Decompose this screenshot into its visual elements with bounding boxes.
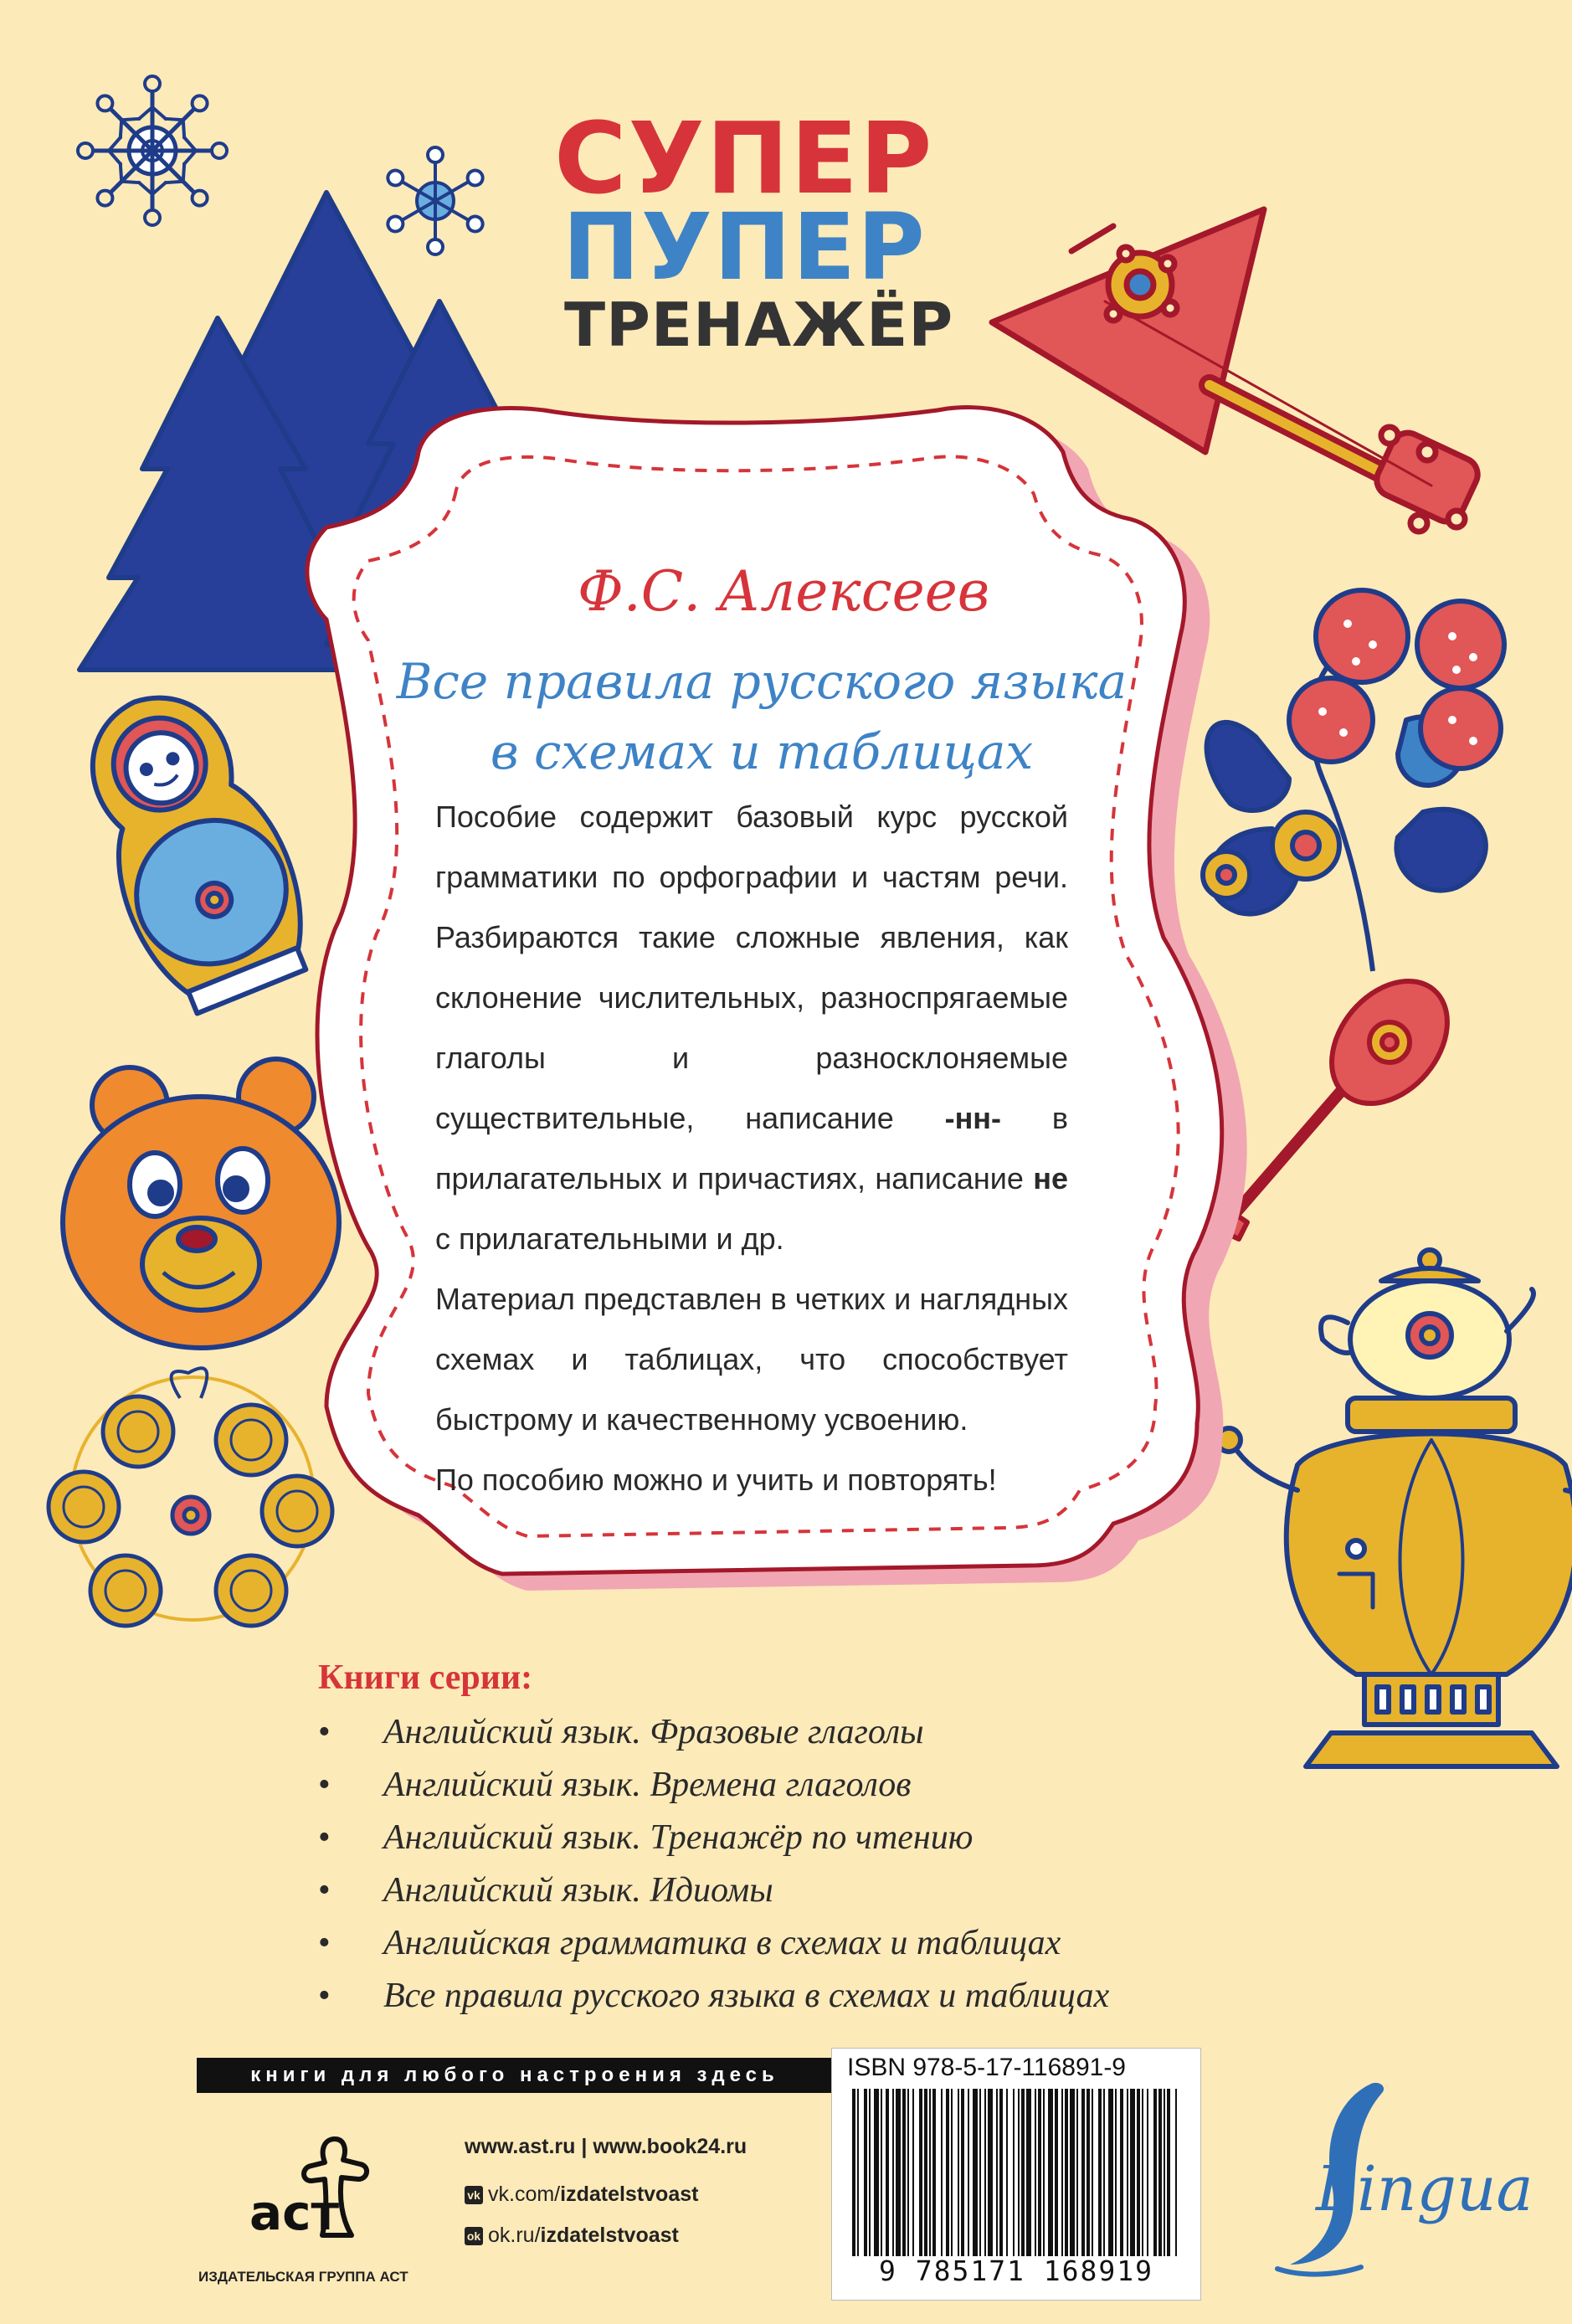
barcode-bar (929, 2089, 931, 2256)
barcode-bar (1108, 2089, 1113, 2256)
barcode-bar (961, 2089, 964, 2256)
description-paragraph-2: Материал представлен в четких и наглядных схемах и таблицах, что способствует быстрому и качественному усвоению. (435, 1282, 1068, 1437)
barcode-bar (1147, 2089, 1148, 2256)
vk-prefix: vk.com/ (488, 2183, 561, 2206)
description-paragraph-3: По пособию можно и учить и повторять! (435, 1463, 997, 1497)
description-text: в прилагательных и причастиях, написание (435, 1101, 1068, 1195)
ok-link[interactable] (465, 2224, 679, 2248)
barcode-bar (1120, 2089, 1123, 2256)
small-snowflake-icon (385, 147, 485, 255)
barcode-bar (919, 2089, 922, 2256)
book-title (377, 646, 1147, 787)
list-item: • Английская грамматика в схемах и таблицах (318, 1917, 1289, 1970)
barcode-bar (1081, 2089, 1085, 2256)
barcode-bar (951, 2089, 953, 2256)
barcode-bar (1035, 2089, 1036, 2256)
strawberry-branch-icon (1203, 590, 1504, 971)
series-books-list (318, 1706, 1289, 2023)
barcode-bar (869, 2089, 871, 2256)
barcode-bar (924, 2089, 927, 2256)
tagline-banner: книги для любого настроения здесь (197, 2058, 833, 2093)
barcode-bar (864, 2089, 867, 2256)
bear-face-icon (63, 1059, 339, 1348)
barcode-bar (1130, 2089, 1135, 2256)
barcode-bar (932, 2089, 936, 2256)
barcode-bar (892, 2089, 894, 2256)
series-title-line2: ПУПЕР (563, 193, 927, 301)
barcode-bar (1092, 2089, 1093, 2256)
barcode-bar (1164, 2089, 1165, 2256)
series-title-line3: ТРЕНАЖЁР (564, 290, 954, 360)
barcode-bar (1127, 2089, 1128, 2256)
barcode-bar (984, 2089, 986, 2256)
series-title-line1: СУПЕР (554, 100, 934, 216)
book-title-line2: в схемах и таблицах (490, 723, 1034, 780)
ast-logo-icon (243, 2131, 377, 2248)
list-item: • Английский язык. Времена глаголов (318, 1759, 1289, 1812)
barcode-bar (1006, 2089, 1008, 2256)
barcode-digits: 9 785171 168919 (878, 2255, 1153, 2287)
ok-icon: ok (465, 2227, 483, 2245)
series-books (318, 1658, 1289, 2023)
book-title-line1: Все правила русского языка (396, 653, 1128, 710)
barcode-bar (1137, 2089, 1140, 2256)
barcode-bar (958, 2089, 959, 2256)
barcode-bar (907, 2089, 909, 2256)
barcode-bar (857, 2089, 859, 2256)
vk-icon: vk (465, 2186, 483, 2204)
barcode-bar (1167, 2089, 1170, 2256)
ok-prefix: ok.ru/ (488, 2224, 541, 2247)
barcode-icon (847, 2089, 1185, 2256)
barcode-bar (902, 2089, 906, 2256)
barcode-bar (941, 2089, 943, 2256)
description-text: Пособие содержит базовый курс русской грамматики по орфографии и частям речи. Разбираются такие сложные явления, как склонение числительных, разноспрягаемые глаголы и разносклоняемые существительные, написание (435, 800, 1068, 1135)
barcode-bar (1103, 2089, 1105, 2256)
description-text: с прилагательными и др. (435, 1221, 784, 1256)
lingua-wordmark: Lingua (1316, 2153, 1533, 2225)
barcode-bar (946, 2089, 949, 2256)
barcode-bar (1065, 2089, 1068, 2256)
barcode-bar (1061, 2089, 1063, 2256)
barcode-bar (1043, 2089, 1045, 2256)
barcode-bar (1087, 2089, 1090, 2256)
author-name: Ф.С. Алексеев (578, 559, 990, 624)
list-item: • Английский язык. Тренажёр по чтению (318, 1812, 1289, 1864)
barcode-bar (996, 2089, 998, 2256)
barcode-bar (1153, 2089, 1157, 2256)
publisher-caption: ИЗДАТЕЛЬСКАЯ ГРУППА АСТ (198, 2269, 408, 2285)
barcode-bar (1076, 2089, 1078, 2256)
matryoshka-icon (58, 671, 329, 1022)
barcode-bar (852, 2089, 855, 2256)
barcode-bar (886, 2089, 889, 2256)
barcode-bar (1018, 2089, 1020, 2256)
barcode-bar (979, 2089, 981, 2256)
barcode-bar (973, 2089, 978, 2256)
barcode-bar (912, 2089, 914, 2256)
barcode-bar (1142, 2089, 1143, 2256)
snowflake-icon (78, 76, 227, 225)
list-item: • Английский язык. Фразовые глаголы (318, 1706, 1289, 1759)
barcode-block (831, 2048, 1201, 2301)
vk-handle: izdatelstvoast (560, 2183, 699, 2206)
list-item: • Английский язык. Идиомы (318, 1864, 1289, 1917)
wooden-spoon-icon (1220, 959, 1471, 1239)
barcode-bar (1013, 2089, 1015, 2256)
barcode-bar (999, 2089, 1003, 2256)
publisher-websites[interactable]: www.ast.ru | www.book24.ru (465, 2135, 747, 2158)
barcode-bar (1038, 2089, 1041, 2256)
barcode-bar (874, 2089, 879, 2256)
isbn-text: ISBN 978-5-17-116891-9 (847, 2054, 1126, 2081)
description-bold-ne: не (1033, 1161, 1068, 1195)
list-item: • Все правила русского языка в схемах и таблицах (318, 1970, 1289, 2023)
description-paragraph-1 (435, 787, 1068, 1269)
barcode-bar (1026, 2089, 1031, 2256)
barcode-bar (988, 2089, 993, 2256)
bagel-ring-icon (49, 1368, 332, 1626)
vk-link[interactable] (465, 2183, 698, 2207)
ast-logo-text: аст (249, 2184, 340, 2241)
barcode-bar (1098, 2089, 1102, 2256)
barcode-bar (881, 2089, 882, 2256)
barcode-bar (1048, 2089, 1053, 2256)
series-books-heading: Книги серии: (318, 1658, 533, 1697)
barcode-bar (1070, 2089, 1075, 2256)
teapot-icon (1321, 1250, 1533, 1398)
description-bold-nn: -нн- (944, 1101, 1002, 1135)
barcode-bar (1175, 2089, 1177, 2256)
barcode-bar (1158, 2089, 1162, 2256)
ok-handle: izdatelstvoast (540, 2224, 679, 2247)
barcode-bar (1021, 2089, 1025, 2256)
barcode-bar (1115, 2089, 1117, 2256)
book-description (435, 787, 1068, 1510)
barcode-bar (968, 2089, 969, 2256)
barcode-bar (1055, 2089, 1058, 2256)
barcode-bar (896, 2089, 901, 2256)
